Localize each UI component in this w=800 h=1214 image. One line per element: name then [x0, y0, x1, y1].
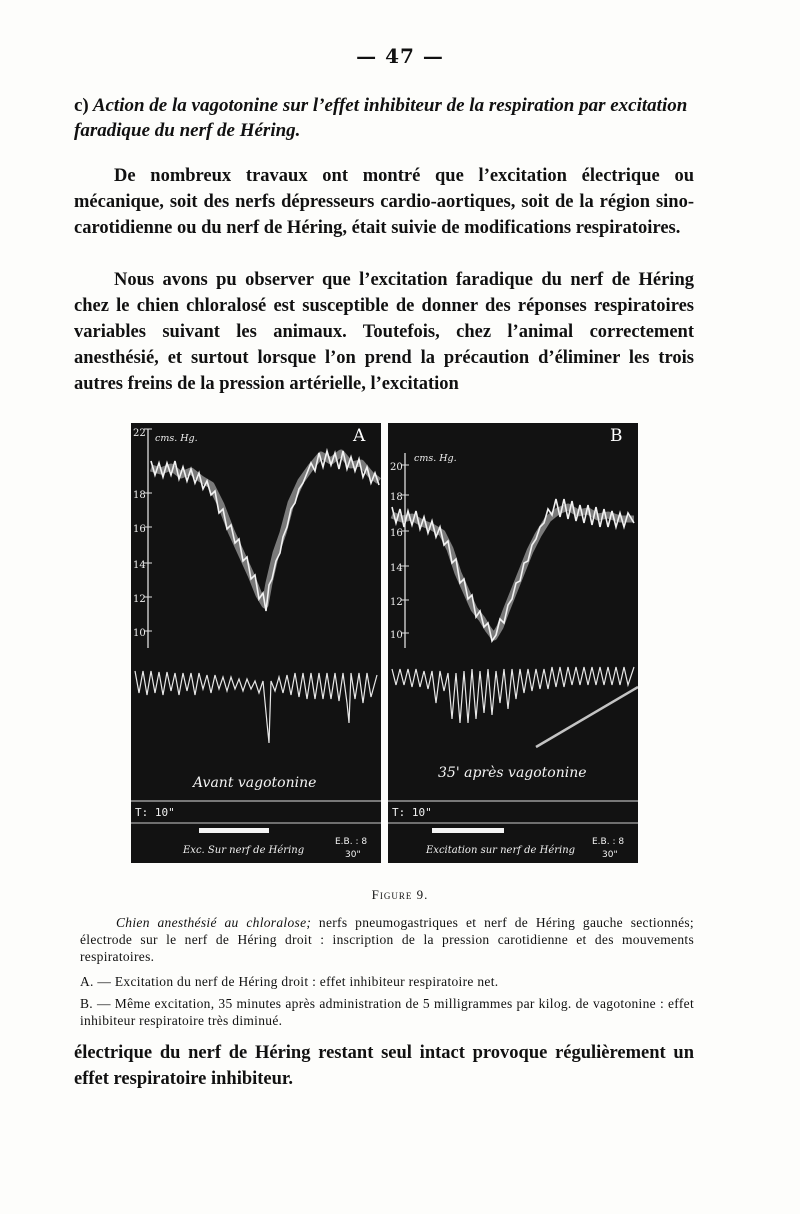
panel-b-annotation: 35' après vagotonine	[438, 765, 587, 781]
panel-a-annotation: Avant vagotonine	[193, 775, 317, 791]
section-title: Action de la vagotonine sur l’effet inhibiteur de la respiration par excitation faradique du nerf de Héring.	[74, 95, 688, 141]
panel-b-tick-20: 20	[390, 462, 403, 473]
panel-a-eb-label: E.B. : 8	[335, 837, 368, 847]
panel-a-trace	[131, 423, 381, 863]
panel-a-letter: A	[353, 426, 366, 446]
panel-a-tick-18: 18	[133, 490, 146, 501]
panel-a-time-label: T: 10"	[135, 806, 175, 819]
panel-b-letter: B	[610, 426, 623, 446]
figure-number: Figure 9.	[371, 887, 429, 902]
figure-caption	[80, 914, 694, 965]
panel-a-tick-16: 16	[133, 524, 146, 535]
panel-a-tick-12: 12	[133, 594, 146, 605]
panel-b-tick-16: 16	[390, 528, 403, 539]
paragraph-3: électrique du nerf de Héring restant seul intact provoque régulièrement un effet respiratoire inhibiteur.	[74, 1043, 694, 1089]
caption-b-tag: B.	[80, 996, 93, 1011]
panel-a-tick-10: 10	[133, 628, 146, 639]
panel-a-tick-14: 14	[133, 560, 146, 571]
section-heading	[74, 93, 694, 143]
section-letter: c)	[74, 95, 89, 116]
caption-item-a	[80, 973, 694, 990]
panel-b-tick-14: 14	[390, 563, 403, 574]
caption-b-text: — Même excitation, 35 minutes après administration de 5 milligrammes par kilog. de vagotonine : effet inhibiteur respiratoire très diminué.	[80, 996, 694, 1028]
panel-b-tick-12: 12	[390, 597, 403, 608]
caption-italic: Chien anesthésié au chloralose;	[116, 915, 312, 930]
caption-a-text: — Excitation du nerf de Héring droit : effet inhibiteur respiratoire net.	[93, 974, 499, 989]
page-number: — 47 —	[356, 44, 444, 68]
panel-b-eb-label: E.B. : 8	[592, 837, 625, 847]
caption-item-b	[80, 995, 694, 1029]
panel-b-unit: cms. Hg.	[414, 453, 457, 464]
panel-a-unit: cms. Hg.	[155, 433, 198, 444]
panel-b-stim-label: Excitation sur nerf de Héring	[426, 845, 576, 856]
panel-b-duration-label: 30"	[602, 850, 618, 860]
caption-a-tag: A.	[80, 974, 94, 989]
panel-a-stim-label: Exc. Sur nerf de Héring	[183, 845, 305, 856]
panel-b-trace	[388, 423, 638, 863]
figure-panel-a	[131, 423, 381, 863]
caption-rest: nerfs pneumogastriques et nerf de Héring gauche sectionnés; électrode sur le nerf de Héring droit : inscription de la pression carotidienne et des mouvements respiratoires.	[80, 915, 694, 964]
panel-a-duration-label: 30"	[345, 850, 361, 860]
paragraph-1: De nombreux travaux ont montré que l’excitation électrique ou mécanique, soit des nerfs dépresseurs cardio-aortiques, soit de la région sino-carotidienne ou du nerf de Héring, était suivie de modifications respiratoires.	[74, 166, 694, 238]
figure-panel-b	[388, 423, 638, 863]
panel-b-tick-18: 18	[390, 492, 403, 503]
panel-b-tick-10: 10	[390, 630, 403, 641]
paragraph-2: Nous avons pu observer que l’excitation faradique du nerf de Héring chez le chien chloralosé est susceptible de donner des réponses respiratoires variables suivant les animaux. Toutefois, chez l’animal correctement anesthésié, et surtout lorsque l’on prend la précaution d’éliminer les trois autres freins de la pression artérielle, l’excitation	[74, 270, 694, 394]
panel-b-time-label: T: 10"	[392, 806, 432, 819]
panel-a-tick-22: 22	[133, 428, 146, 439]
